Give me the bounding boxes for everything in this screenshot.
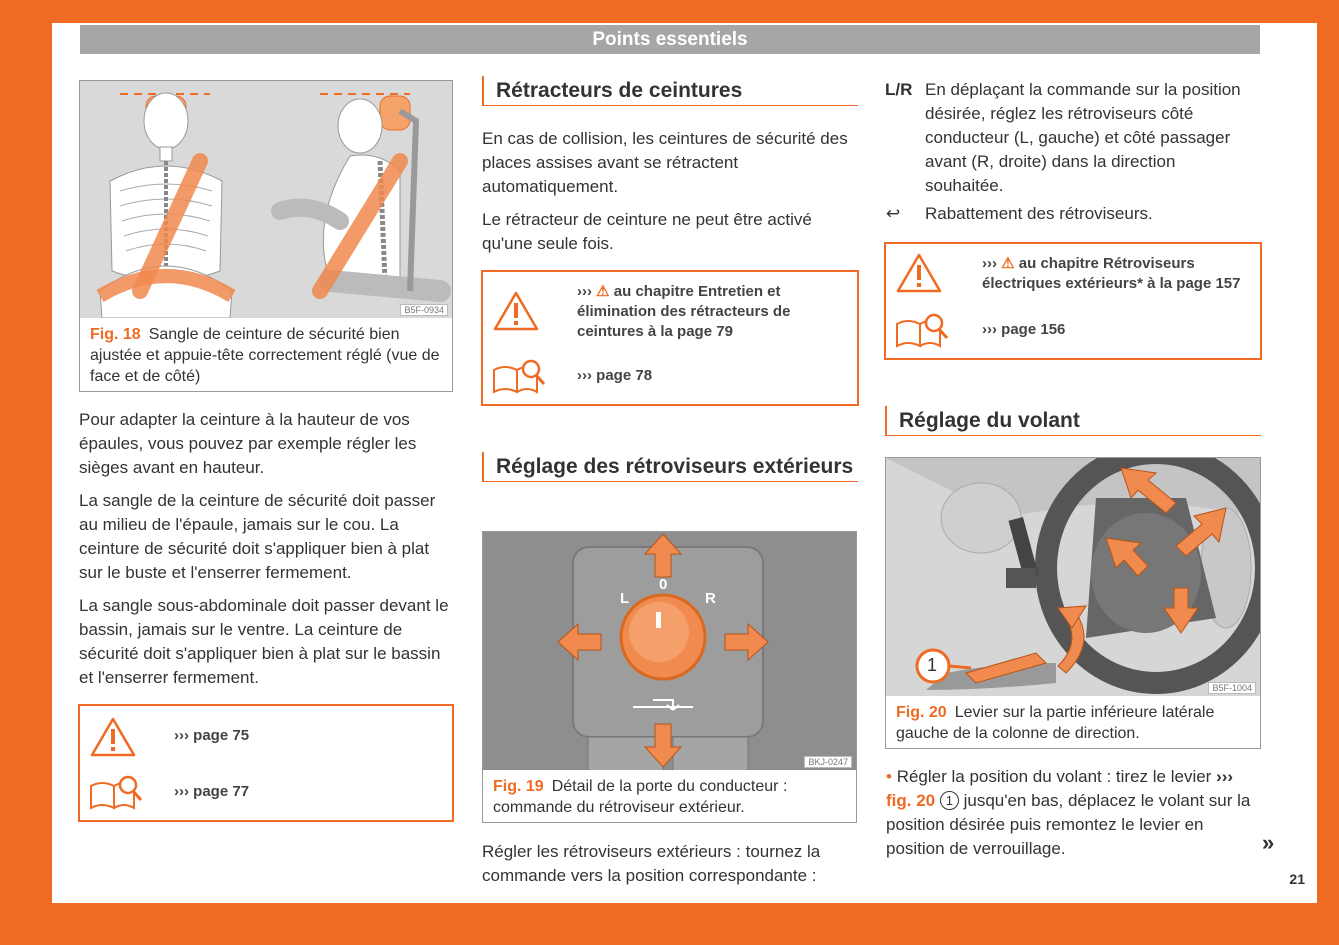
figure-caption-text: Levier sur la partie inférieure latérale gauche de la colonne de direction. [896, 704, 1215, 742]
paragraph: La sangle de la ceinture de sécurité doit passer au milieu de l'épaule, jamais sur le cou. La ceinture de sécurité doit s'appliquer bien à plat sur le buste et l'enserrer fermement. [79, 491, 436, 582]
figure-label: Fig. 18 [90, 326, 141, 343]
page-number: 21 [1289, 871, 1305, 887]
figure-caption [896, 702, 1250, 744]
mirror-control-illustration [483, 532, 856, 770]
fold-mirror-icon: ↩ [886, 204, 901, 223]
ref-text: page 75 [193, 727, 250, 744]
fold-description: Rabattement des rétroviseurs. [925, 204, 1153, 223]
heading-volant: Réglage du volant [885, 406, 1261, 436]
heading-retroviseurs: Réglage des rétroviseurs extérieurs [482, 452, 858, 482]
paragraph: En cas de collision, les ceintures de sécurité des places assises avant se rétractent automatiquement. [482, 129, 848, 196]
figure-label: Fig. 20 [896, 704, 947, 721]
callout-ref: 1 [940, 791, 959, 810]
seatbelt-illustration [80, 81, 452, 318]
warning-icon [896, 252, 942, 294]
warning-page-link[interactable] [174, 726, 249, 746]
page-number-tab [1277, 863, 1317, 903]
figure-18 [79, 80, 453, 392]
warning-chapter-link[interactable] [577, 282, 849, 342]
knob-label-right: R [705, 590, 716, 607]
callout-number: 1 [927, 655, 938, 675]
steering-wheel-illustration [886, 458, 1260, 696]
figure-19 [482, 531, 857, 823]
ref-text: page 78 [596, 367, 653, 384]
figure-caption-text: Sangle de ceinture de sécurité bien ajustée et appuie-tête correctement réglé (vue de face et de côté) [90, 326, 440, 385]
warning-chapter-link[interactable] [982, 254, 1252, 294]
fig-ref: fig. 20 [886, 791, 936, 810]
bullet-icon: • [886, 767, 892, 786]
figure-label: Fig. 19 [493, 778, 544, 795]
ref-text: page 156 [1001, 321, 1066, 338]
arrow-prefix: ››› [577, 283, 592, 300]
figure-code: BKJ-0247 [804, 756, 852, 768]
paragraph: Régler les rétroviseurs extérieurs : tournez la commande vers la position correspondante : [482, 842, 821, 885]
continue-arrow-icon: » [1262, 830, 1275, 855]
book-page-link[interactable] [174, 782, 249, 802]
lr-description: En déplaçant la commande sur la position désirée, réglez les rétroviseurs côté conducteur (L, gauche) et côté passager avant (R, droite) dans la direction souhaitée. [925, 80, 1241, 195]
heading-retracteurs: Rétracteurs de ceintures [482, 76, 858, 106]
bullet-instruction [886, 765, 1256, 861]
reference-box [481, 270, 859, 406]
small-warning-icon: ⚠ [596, 283, 610, 300]
arrow-prefix: ››› [174, 727, 189, 744]
section-header: Points essentiels [80, 25, 1260, 54]
knob-label-left: L [620, 590, 630, 607]
book-search-icon [88, 774, 144, 812]
lr-key: L/R [885, 80, 913, 99]
book-search-icon [491, 358, 547, 396]
ref-text: au chapitre Entretien et élimination des rétracteurs de ceintures à la page 79 [577, 283, 791, 340]
bullet-text-post: jusqu'en bas, déplacez le volant sur la position désirée puis remontez le levier en position de verrouillage. [886, 791, 1251, 858]
figure-caption-text: Détail de la porte du conducteur : commande du rétroviseur extérieur. [493, 778, 788, 816]
arrow-prefix: ››› [982, 321, 997, 338]
arrow-prefix: ››› [1216, 767, 1234, 786]
figure-code: B5F-1004 [1208, 682, 1256, 694]
small-warning-icon: ⚠ [1001, 255, 1015, 272]
figure-caption [90, 324, 442, 387]
ref-text: au chapitre Rétroviseurs électriques extérieurs* à la page 157 [982, 255, 1241, 292]
paragraph: La sangle sous-abdominale doit passer devant le bassin, jamais sur le ventre. La ceinture de sécurité doit s'appliquer bien à plat sur le bassin et l'enserrer fermement. [79, 596, 449, 687]
book-search-icon [894, 312, 950, 350]
arrow-prefix: ››› [577, 367, 592, 384]
reference-box [78, 704, 454, 822]
bullet-text-pre: Régler la position du volant : tirez le levier [896, 767, 1212, 786]
knob-label-zero: 0 [659, 576, 668, 593]
book-page-link[interactable] [577, 366, 652, 386]
warning-icon [90, 716, 136, 758]
book-page-link[interactable] [982, 320, 1065, 340]
ref-text: page 77 [193, 783, 250, 800]
arrow-prefix: ››› [982, 255, 997, 272]
figure-code: B5F-0934 [400, 304, 448, 316]
paragraph: Le rétracteur de ceinture ne peut être activé qu'une seule fois. [482, 210, 812, 253]
paragraph: Pour adapter la ceinture à la hauteur de vos épaules, vous pouvez par exemple régler les sièges avant en hauteur. [79, 410, 417, 477]
warning-icon [493, 290, 539, 332]
figure-caption [493, 776, 846, 818]
reference-box [884, 242, 1262, 360]
arrow-prefix: ››› [174, 783, 189, 800]
figure-20 [885, 457, 1261, 749]
